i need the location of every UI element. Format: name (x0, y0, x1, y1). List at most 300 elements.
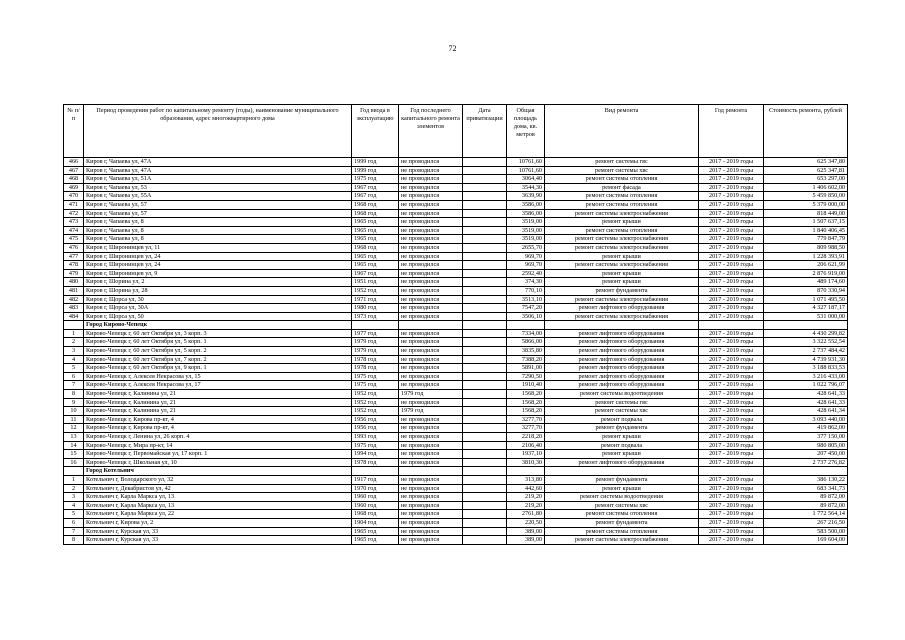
table-row (64, 355, 848, 364)
cell-number: 16 (64, 458, 84, 467)
cell-privatization (463, 441, 507, 450)
cell-repair-type: ремонт системы электроснабжения (545, 209, 699, 218)
cell-repair-type: ремонт лифтового оборудования (545, 381, 699, 390)
cell-last-repair: не проводился (399, 458, 463, 467)
cell-repair-type: ремонт фундамента (545, 518, 699, 527)
cell-cost: 3 216 433,00 (764, 372, 848, 381)
cell-year-built: 1965 год (352, 527, 399, 536)
cell-privatization (463, 518, 507, 527)
cell-repair-period: 2017 - 2019 годы (699, 493, 764, 502)
cell-number: 6 (64, 518, 84, 527)
cell-last-repair: 1979 год (399, 407, 463, 416)
cell-year-built: 1956 год (352, 424, 399, 433)
cell-repair-type: ремонт системы электроснабжения (545, 312, 699, 321)
cell-address: Кирово-Чепецк г, Первомайская ул, 17 корп. 1 (84, 450, 352, 459)
cell-year-built: 1968 год (352, 243, 399, 252)
cell-repair-type: ремонт крыши (545, 484, 699, 493)
cell-last-repair: не проводился (399, 329, 463, 338)
cell-cost: 3 322 552,54 (764, 338, 848, 347)
cell-privatization (463, 347, 507, 356)
cell-address: Кирово-Чепецк г, Кирова пр-кт, 4 (84, 415, 352, 424)
cell-cost: 683 341,73 (764, 484, 848, 493)
cell-privatization (463, 501, 507, 510)
cell-repair-type: ремонт крыши (545, 450, 699, 459)
cell-repair-period (699, 321, 764, 330)
cell-repair-type: ремонт лифтового оборудования (545, 458, 699, 467)
cell-privatization (463, 329, 507, 338)
cell-address: Кирово-Чепецк г, Алексея Некрасова ул, 17 (84, 381, 352, 390)
cell-address: Киров г, Чапаева ул, 8 (84, 235, 352, 244)
cell-area: 770,10 (507, 286, 545, 295)
cell-area: 3277,70 (507, 415, 545, 424)
cell-privatization (463, 261, 507, 270)
capital-repair-table (63, 104, 848, 545)
cell-cost: 1 022 796,07 (764, 381, 848, 390)
cell-area: 1568,20 (507, 398, 545, 407)
cell-repair-type: ремонт лифтового оборудования (545, 372, 699, 381)
cell-repair-type: ремонт фундамента (545, 475, 699, 484)
cell-cost: 3 093 440,00 (764, 415, 848, 424)
cell-address: Киров г, Щорса ул, 30 (84, 295, 352, 304)
cell-privatization (463, 243, 507, 252)
table-row (64, 475, 848, 484)
table-row (64, 235, 848, 244)
col-header-repair-type: Вид ремонта (545, 105, 699, 158)
cell-year-built: 1967 год (352, 269, 399, 278)
cell-last-repair: не проводился (399, 364, 463, 373)
cell-address: Киров г, Чапаева ул, 47А (84, 158, 352, 167)
cell-area: 389,00 (507, 527, 545, 536)
cell-address: Киров г, Чапаева ул, 57 (84, 209, 352, 218)
col-header-number: № п/п (64, 105, 84, 158)
cell-year-built: 1978 год (352, 355, 399, 364)
cell-repair-type: ремонт системы хвс (545, 407, 699, 416)
cell-number: 11 (64, 415, 84, 424)
cell-last-repair: не проводился (399, 450, 463, 459)
cell-repair-type: ремонт подвала (545, 415, 699, 424)
cell-repair-type: ремонт системы отопления (545, 192, 699, 201)
cell-last-repair: 1979 год (399, 390, 463, 399)
cell-cost: 428 641,33 (764, 390, 848, 399)
cell-year-built: 1975 год (352, 441, 399, 450)
cell-privatization (463, 536, 507, 545)
cell-area: 3506,10 (507, 312, 545, 321)
cell-year-built (352, 321, 399, 330)
cell-repair-type (545, 467, 699, 476)
cell-last-repair: не проводился (399, 158, 463, 167)
cell-privatization (463, 226, 507, 235)
cell-address: Кирово-Чепецк г, 60 лет Октября ул, 7 корп. 2 (84, 355, 352, 364)
cell-year-built: 1970 год (352, 484, 399, 493)
cell-year-built: 1968 год (352, 200, 399, 209)
cell-number: 1 (64, 329, 84, 338)
cell-number: 484 (64, 312, 84, 321)
cell-area: 7547,20 (507, 304, 545, 313)
cell-last-repair: не проводился (399, 192, 463, 201)
cell-cost: 428 641,34 (764, 407, 848, 416)
cell-address: Котельнич г, Курская ул, 33 (84, 527, 352, 536)
cell-cost: 980 805,00 (764, 441, 848, 450)
col-header-privatization: Дата приватизации (463, 105, 507, 158)
cell-year-built: 1965 год (352, 536, 399, 545)
cell-cost: 1 840 406,45 (764, 226, 848, 235)
cell-cost: 2 737 484,42 (764, 347, 848, 356)
table-row (64, 433, 848, 442)
cell-area: 374,30 (507, 278, 545, 287)
cell-year-built: 1965 год (352, 261, 399, 270)
table-row (64, 183, 848, 192)
table-row (64, 158, 848, 167)
cell-repair-period: 2017 - 2019 годы (699, 295, 764, 304)
cell-repair-type: ремонт системы отопления (545, 175, 699, 184)
cell-last-repair (399, 467, 463, 476)
cell-address: Котельнич г, Карла Маркса ул, 13 (84, 493, 352, 502)
cell-year-built: 1975 год (352, 372, 399, 381)
cell-area: 220,50 (507, 518, 545, 527)
cell-last-repair: не проводился (399, 295, 463, 304)
cell-privatization (463, 192, 507, 201)
table-row (64, 450, 848, 459)
cell-address: Киров г, Чапаева ул, 8 (84, 226, 352, 235)
cell-privatization (463, 269, 507, 278)
cell-area: 3519,00 (507, 218, 545, 227)
cell-last-repair: не проводился (399, 398, 463, 407)
cell-repair-period: 2017 - 2019 годы (699, 166, 764, 175)
cell-number: 471 (64, 200, 84, 209)
cell-repair-period: 2017 - 2019 годы (699, 441, 764, 450)
cell-privatization (463, 304, 507, 313)
cell-area: 3064,40 (507, 175, 545, 184)
cell-address: Котельнич г, Карла Маркса ул, 22 (84, 510, 352, 519)
cell-cost: 779 847,79 (764, 235, 848, 244)
cell-repair-period: 2017 - 2019 годы (699, 192, 764, 201)
cell-repair-period: 2017 - 2019 годы (699, 518, 764, 527)
cell-privatization (463, 433, 507, 442)
cell-area: 3544,30 (507, 183, 545, 192)
cell-year-built: 1960 год (352, 501, 399, 510)
cell-area: 2106,40 (507, 441, 545, 450)
cell-number: 14 (64, 441, 84, 450)
cell-number: 5 (64, 364, 84, 373)
cell-repair-type: ремонт крыши (545, 433, 699, 442)
cell-number: 2 (64, 484, 84, 493)
cell-cost: 489 174,60 (764, 278, 848, 287)
cell-area (507, 467, 545, 476)
cell-repair-period: 2017 - 2019 годы (699, 252, 764, 261)
cell-privatization (463, 372, 507, 381)
table-row (64, 510, 848, 519)
cell-area: 7290,50 (507, 372, 545, 381)
city-group-row (64, 321, 848, 330)
table-row (64, 407, 848, 416)
cell-privatization (463, 200, 507, 209)
cell-year-built: 1979 год (352, 347, 399, 356)
cell-year-built: 1999 год (352, 166, 399, 175)
cell-repair-type (545, 321, 699, 330)
cell-repair-type: ремонт системы водоотведения (545, 390, 699, 399)
table-row (64, 415, 848, 424)
cell-year-built: 1956 год (352, 415, 399, 424)
cell-cost: 625 347,81 (764, 166, 848, 175)
cell-repair-type: ремонт лифтового оборудования (545, 347, 699, 356)
cell-number: 470 (64, 192, 84, 201)
cell-last-repair: не проводился (399, 424, 463, 433)
cell-address: Кирово-Чепецк г, Алексея Некрасова ул, 15 (84, 372, 352, 381)
cell-repair-type: ремонт системы водоотведения (545, 493, 699, 502)
cell-address: Кирово-Чепецк г, Мира пр-кт, 14 (84, 441, 352, 450)
cell-year-built: 1904 год (352, 518, 399, 527)
cell-last-repair: не проводился (399, 183, 463, 192)
table-row (64, 252, 848, 261)
city-group-row (64, 467, 848, 476)
cell-repair-period: 2017 - 2019 годы (699, 372, 764, 381)
cell-repair-period: 2017 - 2019 годы (699, 484, 764, 493)
cell-year-built: 1952 год (352, 407, 399, 416)
cell-number: 7 (64, 527, 84, 536)
cell-year-built: 1952 год (352, 398, 399, 407)
cell-repair-period: 2017 - 2019 годы (699, 527, 764, 536)
table-row (64, 493, 848, 502)
cell-number: 13 (64, 433, 84, 442)
cell-repair-type: ремонт крыши (545, 218, 699, 227)
table-row (64, 424, 848, 433)
cell-privatization (463, 338, 507, 347)
cell-cost: 2 737 276,82 (764, 458, 848, 467)
cell-address: Киров г, Чапаева ул, 8 (84, 218, 352, 227)
cell-number: 472 (64, 209, 84, 218)
cell-year-built: 1917 год (352, 475, 399, 484)
cell-address: Кирово-Чепецк г, Калинина ул, 21 (84, 390, 352, 399)
cell-address: Кирово-Чепецк г, 60 лет Октября ул, 3 корп. 3 (84, 329, 352, 338)
cell-number: 4 (64, 355, 84, 364)
cell-number: 6 (64, 372, 84, 381)
city-group-label: Город Кирово-Чепецк (84, 321, 352, 330)
cell-cost: 1 406 602,00 (764, 183, 848, 192)
cell-repair-period: 2017 - 2019 годы (699, 536, 764, 545)
cell-last-repair: не проводился (399, 518, 463, 527)
table-row (64, 226, 848, 235)
cell-repair-type: ремонт системы электроснабжения (545, 536, 699, 545)
table-row (64, 312, 848, 321)
cell-repair-period: 2017 - 2019 годы (699, 338, 764, 347)
cell-cost: 207 450,00 (764, 450, 848, 459)
cell-year-built: 1973 год (352, 312, 399, 321)
cell-cost: 1 071 495,50 (764, 295, 848, 304)
cell-cost: 428 641,33 (764, 398, 848, 407)
cell-last-repair: не проводился (399, 200, 463, 209)
table-row (64, 527, 848, 536)
cell-year-built: 1951 год (352, 278, 399, 287)
cell-repair-type: ремонт фундамента (545, 286, 699, 295)
cell-privatization (463, 209, 507, 218)
cell-year-built: 1971 год (352, 295, 399, 304)
cell-address: Кирово-Чепецк г, 60 лет Октября ул, 5 корп. 1 (84, 338, 352, 347)
cell-repair-period: 2017 - 2019 годы (699, 355, 764, 364)
cell-repair-type: ремонт системы электроснабжения (545, 295, 699, 304)
cell-cost: 89 872,00 (764, 501, 848, 510)
cell-repair-type: ремонт системы электроснабжения (545, 243, 699, 252)
cell-cost: 89 872,00 (764, 493, 848, 502)
cell-last-repair: не проводился (399, 209, 463, 218)
cell-last-repair: не проводился (399, 493, 463, 502)
cell-cost: 206 621,99 (764, 261, 848, 270)
cell-year-built: 1979 год (352, 338, 399, 347)
cell-cost: 377 150,00 (764, 433, 848, 442)
cell-year-built: 1952 год (352, 286, 399, 295)
table-row (64, 295, 848, 304)
cell-address: Кирово-Чепецк г, 60 лет Октября ул, 5 корп. 2 (84, 347, 352, 356)
cell-cost: 2 876 919,00 (764, 269, 848, 278)
cell-privatization (463, 158, 507, 167)
cell-last-repair: не проводился (399, 278, 463, 287)
cell-privatization (463, 407, 507, 416)
cell-address: Киров г, Чапаева ул, 57 (84, 200, 352, 209)
cell-number: 9 (64, 398, 84, 407)
cell-repair-type: ремонт системы хвс (545, 166, 699, 175)
cell-last-repair: не проводился (399, 286, 463, 295)
cell-number: 479 (64, 269, 84, 278)
cell-number: 3 (64, 347, 84, 356)
cell-last-repair: не проводился (399, 355, 463, 364)
table-row (64, 329, 848, 338)
table-row (64, 381, 848, 390)
cell-number: 474 (64, 226, 84, 235)
cell-repair-type: ремонт крыши (545, 278, 699, 287)
table-row (64, 347, 848, 356)
table-row (64, 458, 848, 467)
cell-repair-type: ремонт крыши (545, 252, 699, 261)
cell-area: 3810,30 (507, 458, 545, 467)
cell-last-repair (399, 321, 463, 330)
cell-address: Кирово-Чепецк г, Кирова пр-кт, 4 (84, 424, 352, 433)
cell-repair-type: ремонт лифтового оборудования (545, 364, 699, 373)
cell-area: 3586,00 (507, 209, 545, 218)
cell-repair-type: ремонт лифтового оборудования (545, 338, 699, 347)
cell-repair-period: 2017 - 2019 годы (699, 390, 764, 399)
cell-last-repair: не проводился (399, 501, 463, 510)
cell-last-repair: не проводился (399, 381, 463, 390)
cell-repair-period: 2017 - 2019 годы (699, 381, 764, 390)
cell-cost: 5 459 850,00 (764, 192, 848, 201)
cell-area: 442,60 (507, 484, 545, 493)
cell-cost: 4 430 299,82 (764, 329, 848, 338)
cell-area: 7334,00 (507, 329, 545, 338)
cell-repair-period: 2017 - 2019 годы (699, 235, 764, 244)
cell-cost: 267 216,50 (764, 518, 848, 527)
table-header-row (64, 105, 848, 158)
cell-repair-period: 2017 - 2019 годы (699, 226, 764, 235)
cell-number: 7 (64, 381, 84, 390)
cell-repair-period: 2017 - 2019 годы (699, 433, 764, 442)
cell-number (64, 467, 84, 476)
cell-cost: 4 739 931,30 (764, 355, 848, 364)
col-header-cost: Стоимость ремонта, рублей (764, 105, 848, 158)
cell-repair-period: 2017 - 2019 годы (699, 450, 764, 459)
cell-number: 3 (64, 493, 84, 502)
cell-privatization (463, 527, 507, 536)
cell-address: Киров г, Чапаева ул, 47А (84, 166, 352, 175)
cell-privatization (463, 415, 507, 424)
cell-privatization (463, 493, 507, 502)
cell-year-built: 1968 год (352, 209, 399, 218)
cell-repair-type: ремонт системы отопления (545, 200, 699, 209)
city-group-label: Город Котельнич (84, 467, 352, 476)
table-row (64, 441, 848, 450)
cell-repair-type: ремонт фасада (545, 183, 699, 192)
cell-repair-type: ремонт системы хвс (545, 501, 699, 510)
cell-cost: 3 188 833,53 (764, 364, 848, 373)
cell-last-repair: не проводился (399, 243, 463, 252)
cell-address: Котельнич г, Володарского ул, 32 (84, 475, 352, 484)
cell-year-built: 1967 год (352, 192, 399, 201)
cell-address: Киров г, Чапаева ул, 51А (84, 175, 352, 184)
cell-number: 483 (64, 304, 84, 313)
cell-area: 2761,80 (507, 510, 545, 519)
cell-year-built: 1965 год (352, 218, 399, 227)
cell-privatization (463, 295, 507, 304)
cell-privatization (463, 183, 507, 192)
cell-privatization (463, 166, 507, 175)
cell-privatization (463, 364, 507, 373)
cell-cost: 531 000,00 (764, 312, 848, 321)
cell-number: 469 (64, 183, 84, 192)
cell-last-repair: не проводился (399, 441, 463, 450)
cell-cost: 5 379 000,00 (764, 200, 848, 209)
cell-repair-type: ремонт лифтового оборудования (545, 304, 699, 313)
cell-privatization (463, 218, 507, 227)
table-row (64, 338, 848, 347)
cell-number: 467 (64, 166, 84, 175)
cell-repair-period: 2017 - 2019 годы (699, 312, 764, 321)
table-row (64, 372, 848, 381)
cell-repair-type: ремонт крыши (545, 269, 699, 278)
cell-repair-period: 2017 - 2019 годы (699, 475, 764, 484)
cell-area: 313,80 (507, 475, 545, 484)
table-row (64, 243, 848, 252)
cell-area: 969,70 (507, 261, 545, 270)
cell-address: Киров г, Шорина ул, 28 (84, 286, 352, 295)
cell-repair-type: ремонт лифтового оборудования (545, 329, 699, 338)
cell-repair-period: 2017 - 2019 годы (699, 415, 764, 424)
table-row (64, 209, 848, 218)
cell-cost: 1 772 564,14 (764, 510, 848, 519)
cell-repair-period: 2017 - 2019 годы (699, 218, 764, 227)
cell-privatization (463, 484, 507, 493)
cell-address: Кирово-Чепецк г, Калинина ул, 21 (84, 398, 352, 407)
cell-year-built: 1993 год (352, 433, 399, 442)
cell-year-built: 1980 год (352, 304, 399, 313)
cell-cost: 1 228 393,91 (764, 252, 848, 261)
cell-privatization (463, 381, 507, 390)
cell-last-repair: не проводился (399, 269, 463, 278)
table-row (64, 390, 848, 399)
cell-area: 1568,20 (507, 390, 545, 399)
cell-address: Кирово-Чепецк г, Ленина ул, 26 корп. 4 (84, 433, 352, 442)
cell-repair-type: ремонт системы отопления (545, 226, 699, 235)
cell-address: Киров г, Широнинцев ул, 24 (84, 261, 352, 270)
cell-privatization (463, 355, 507, 364)
cell-address: Кирово-Чепецк г, 60 лет Октября ул, 9 корп. 1 (84, 364, 352, 373)
cell-number: 481 (64, 286, 84, 295)
cell-last-repair: не проводился (399, 415, 463, 424)
table-row (64, 518, 848, 527)
cell-number: 2 (64, 338, 84, 347)
cell-area: 219,20 (507, 493, 545, 502)
cell-repair-period: 2017 - 2019 годы (699, 407, 764, 416)
cell-year-built: 1977 год (352, 329, 399, 338)
cell-last-repair: не проводился (399, 226, 463, 235)
cell-area: 2218,20 (507, 433, 545, 442)
